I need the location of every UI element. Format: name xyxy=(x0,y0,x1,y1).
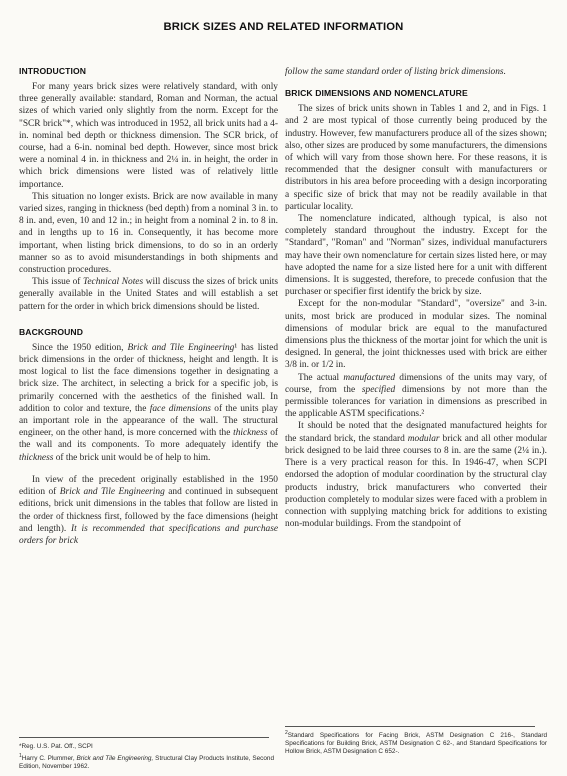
text-run: The actual xyxy=(298,372,344,383)
nomenclature-paragraph-1: The sizes of brick units shown in Tables 1 and 2, and in Figs. 1 and 2 are most typical of those currently being produced by the industry. However, few manufacturers produce all of the sizes shown; also, other sizes are produced by some manufacturers, the dimensions of which will vary from those shown here. For these reasons, it is recommended that the designer consult with manufacturers or distributors in his area before proceeding with a design incorporating a specific size of brick that may not be readily available in that particular locality. xyxy=(285,104,547,212)
text-run: Standard Specifications for Facing Brick, ASTM Designation C 216-, Standard Specifications for Building Brick, ASTM Designation C 62-, and Standard Specifications for Hollow Brick, ASTM Designation C 652-. xyxy=(285,732,547,756)
background-paragraph-1 xyxy=(19,342,278,464)
text-run: of the wall and its components. To more adequately identify the xyxy=(19,428,278,451)
section-heading-introduction: INTRODUCTION xyxy=(19,66,87,76)
text-run: It should be noted that the designated manufactured heights for the standard brick, the standard xyxy=(285,421,547,444)
italic-text: thickness xyxy=(233,428,268,439)
italic-text: specified xyxy=(361,384,396,395)
text-run: of the units play an important role in the appearance of the wall. The structural engineer, on the other hand, is more concerned with the xyxy=(19,403,278,439)
footnote-number: 2 xyxy=(285,729,288,736)
footnote-trademark: *Reg. U.S. Pat. Off., SCPI xyxy=(19,743,93,750)
footnote-1 xyxy=(19,752,275,771)
background-paragraph-2 xyxy=(19,474,278,547)
intro-paragraph-2: This situation no longer exists. Brick are now available in many varied sizes, ranging in thickness (bed depth) from a nominal 3 in. to 8 in. and, even, 10 and 12 in.; in height from a nominal 2 in. to 8 in. and in lengths up to 16 in. Consequently, it has become more important, when listing brick dimensions, to do so in an orderly manner so as to avoid misunderstandings in both shipments and construction procedures. xyxy=(19,191,278,276)
text-run: dimensions by not more than the permissible tolerances for variation in dimensions as prescribed in the applicable ASTM specifications.² xyxy=(285,384,547,420)
nomenclature-paragraph-4 xyxy=(285,372,547,421)
intro-paragraph-3 xyxy=(19,276,278,313)
text-run: Structural Clay Products Institute, Second Edition, November 1962. xyxy=(19,755,275,771)
page-title: BRICK SIZES AND RELATED INFORMATION xyxy=(163,21,404,33)
footnote-rule xyxy=(285,726,535,727)
footnote-2 xyxy=(285,729,547,756)
nomenclature-paragraph-2: The nomenclature indicated, although typical, is also not completely standard throughout the industry. Except for the "Standard", "Roman" and "Norman" sizes, individual manufacturers may have their own nomenclature for certain sizes listed here, or may have adopted the name for a size listed here for a unit with different dimensions. It is suggested, therefore, to precede confusion that the purchaser or specifier first identify the brick by size. xyxy=(285,214,547,298)
nomenclature-paragraph-3: Except for the non-modular "Standard", "oversize" and 3-in. units, most brick are produced in modular sizes. The nominal dimensions of modular brick are equal to the manufactured dimensions plus the thickness of the mortar joint for which the unit is designed. In general, the joint thicknesses used with brick are either 3/8 in. or 1/2 in. xyxy=(285,299,547,371)
nomenclature-paragraph-5 xyxy=(285,420,547,530)
italic-text: It is recommended that specifications and purchase orders for brick xyxy=(19,523,278,546)
italic-text: follow the same standard order of listing brick dimensions. xyxy=(285,67,506,77)
text-run: This issue of xyxy=(32,277,84,288)
italic-text: Brick and Tile Engineering xyxy=(59,487,165,498)
text-run: will discuss the sizes of brick units generally available in the United States and will establish a set pattern for the order in which brick dimensions should be listed. xyxy=(19,277,279,312)
text-run: Since the 1950 edition, xyxy=(32,342,128,353)
right-column xyxy=(285,66,547,530)
section-heading-background: BACKGROUND xyxy=(19,326,84,337)
footnotes-left xyxy=(19,737,274,775)
italic-text: face dimensions xyxy=(149,403,211,414)
italic-text: manufactured xyxy=(343,372,396,383)
left-column xyxy=(19,66,278,547)
italic-text: Brick and Tile Engineering, xyxy=(76,755,154,763)
section-heading-nomenclature: BRICK DIMENSIONS AND NOMENCLATURE xyxy=(285,88,468,99)
text-run: and continued in subsequent editions, brick unit dimensions in the tables that follow are listed in the order of thickness first, followed by the face dimensions (height and length). xyxy=(19,487,278,534)
footnotes-right xyxy=(285,726,547,760)
text-run: Harry C. Plummer, xyxy=(21,755,77,763)
footnote-number: 1 xyxy=(19,752,22,759)
footnote-rule xyxy=(19,737,269,738)
text-run: brick and all other modular brick designed to be laid three courses to 8 in. are the same (2¼ in.). There is a very practical reason for this. In 1946-47, when SCPI endorsed the adoption of modular coordination by the structural clay products industry, brick manufacturers who converted their production completely to modular sizes were faced with a problem in connection with supplying matching brick for additions to existing non-modular buildings. From the standpoint of xyxy=(285,433,547,530)
text-run: has listed brick dimensions in the order of thickness, height and length. It is most logical to list the face dimensions together in designating a brick size. The architect, in selecting a brick for a specific job, is primarily concerned with the aesthetics of the finished wall. In addition to color and texture, the xyxy=(19,342,279,414)
italic-text: Technical Notes xyxy=(83,277,144,288)
italic-text: thickness xyxy=(19,452,54,463)
continued-paragraph xyxy=(285,66,547,78)
text-run: dimensions of the units may vary, of course, from the xyxy=(285,372,547,395)
intro-paragraph-1: For many years brick sizes were relatively standard, with only three generally available: standard, Roman and Norman, the actual sizes of which varied only slightly from the norm. Except for the "SCR brick"*, which was introduced in 1952, all brick units had a 4-in. nominal bed depth or thickness dimension. The SCR brick, of course, had a 6-in. nominal bed depth. However, since most brick were a nominal 4 in. in thickness and 2¼ in. in height, the order in which brick dimensions were listed was of relatively little importance. xyxy=(19,82,278,190)
text-run: In view of the precedent originally established in the 1950 edition of xyxy=(19,474,278,498)
footnote-marker: ¹ xyxy=(234,342,238,353)
text-run: of the brick unit would be of help to him. xyxy=(53,452,211,463)
italic-text: modular xyxy=(407,433,440,444)
italic-text: Brick and Tile Engineering xyxy=(127,342,235,353)
